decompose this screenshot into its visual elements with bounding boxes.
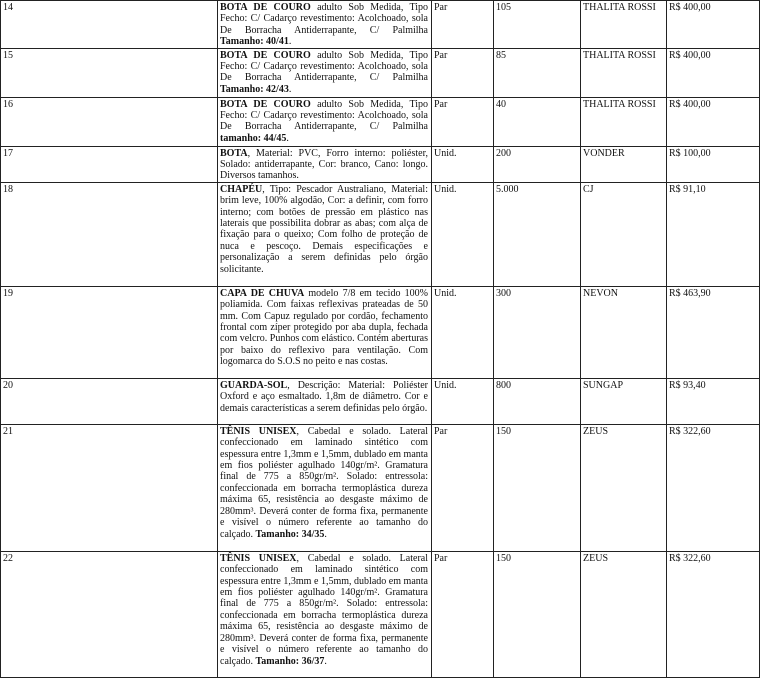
item-price: R$ 400,00 bbox=[667, 1, 760, 49]
item-price: R$ 400,00 bbox=[667, 97, 760, 146]
item-text: , Descrição: Material: Poliéster Oxford e aço esmaltado. 1,8m de diâmetro. Cor e demais características a serem definidas pelo órgão. bbox=[220, 379, 428, 414]
item-text: , Material: PVC, Forro interno: poliéster, Solado: antiderrapante, Cor: branco, Cano: longo. Diversos tamanhos. bbox=[220, 147, 428, 182]
item-name: TÊNIS UNISEX bbox=[220, 425, 297, 437]
item-description bbox=[218, 97, 432, 146]
item-brand: VONDER bbox=[581, 146, 667, 182]
item-description bbox=[218, 286, 432, 378]
item-size: tamanho: 44/45 bbox=[220, 132, 287, 144]
item-tail: . bbox=[288, 83, 292, 95]
item-size: Tamanho: 42/43 bbox=[220, 83, 289, 95]
items-table-body bbox=[1, 1, 760, 678]
item-brand: ZEUS bbox=[581, 551, 667, 677]
table-row bbox=[1, 551, 760, 677]
item-unit: Unid. bbox=[432, 182, 494, 286]
table-row bbox=[1, 1, 760, 49]
item-text: adulto Sob Medida, Tipo Fecho: C/ Cadarço revestimento: Acolchoado, sola De Borracha Antiderrapante, C/ Palmilha bbox=[220, 49, 428, 84]
item-quantity: 105 bbox=[494, 1, 581, 49]
item-brand: CJ bbox=[581, 182, 667, 286]
item-quantity: 5.000 bbox=[494, 182, 581, 286]
item-tail: . bbox=[288, 36, 292, 48]
item-price: R$ 91,10 bbox=[667, 182, 760, 286]
item-description bbox=[218, 1, 432, 49]
table-row bbox=[1, 48, 760, 97]
item-tail: . bbox=[324, 528, 327, 540]
item-unit: Unid. bbox=[432, 286, 494, 378]
item-description bbox=[218, 424, 432, 551]
item-price: R$ 322,60 bbox=[667, 551, 760, 677]
item-price: R$ 322,60 bbox=[667, 424, 760, 551]
item-size: Tamanho: 36/37 bbox=[255, 655, 325, 667]
item-text: adulto Sob Medida, Tipo Fecho: C/ Cadarço revestimento: Acolchoado, sola De Borracha Antiderrapante, C/ Palmilha bbox=[220, 2, 428, 36]
item-description bbox=[218, 182, 432, 286]
item-tail: . bbox=[286, 132, 289, 144]
item-quantity: 300 bbox=[494, 286, 581, 378]
item-size: Tamanho: 34/35 bbox=[255, 528, 325, 540]
item-price: R$ 463,90 bbox=[667, 286, 760, 378]
item-brand: SUNGAP bbox=[581, 378, 667, 424]
item-text: adulto Sob Medida, Tipo Fecho: C/ Cadarço revestimento: Acolchoado, sola De Borracha Antiderrapante, C/ Palmilha bbox=[220, 98, 428, 133]
item-number: 16 bbox=[1, 97, 218, 146]
item-unit: Par bbox=[432, 48, 494, 97]
item-text: , Tipo: Pescador Australiano, Material: brim leve, 100% algodão, Cor: a definir, com forro interno; com botões de pressão em plástico nas laterais que possibilita dobrar as abas; com alça de fixação para o queixo; Com folho de proteção de nuca e pescoço. Demais especificações e personalização a serem definidas pelo órgão solicitante. bbox=[220, 183, 428, 275]
item-number: 20 bbox=[1, 378, 218, 424]
item-unit: Par bbox=[432, 1, 494, 49]
item-number: 22 bbox=[1, 551, 218, 677]
table-row bbox=[1, 97, 760, 146]
item-tail: . bbox=[324, 655, 327, 667]
item-quantity: 150 bbox=[494, 551, 581, 677]
item-brand: THALITA ROSSI bbox=[581, 48, 667, 97]
item-name: TÊNIS UNISEX bbox=[220, 552, 297, 564]
item-brand: THALITA ROSSI bbox=[581, 97, 667, 146]
item-name: GUARDA-SOL bbox=[220, 379, 288, 391]
table-row bbox=[1, 378, 760, 424]
item-quantity: 200 bbox=[494, 146, 581, 182]
item-number: 15 bbox=[1, 48, 218, 97]
item-quantity: 800 bbox=[494, 378, 581, 424]
item-number: 17 bbox=[1, 146, 218, 182]
item-brand: NEVON bbox=[581, 286, 667, 378]
item-quantity: 85 bbox=[494, 48, 581, 97]
item-description bbox=[218, 378, 432, 424]
table-row bbox=[1, 146, 760, 182]
item-name: BOTA DE COURO bbox=[220, 2, 311, 13]
item-name: CHAPÉU bbox=[220, 183, 263, 195]
item-number: 14 bbox=[1, 1, 218, 49]
item-unit: Par bbox=[432, 551, 494, 677]
item-number: 18 bbox=[1, 182, 218, 286]
item-price: R$ 100,00 bbox=[667, 146, 760, 182]
item-text: , Cabedal e solado. Lateral confeccionado em laminado sintético com espessura entre 1,3mm e 1,5mm, dublado em manta em fios poliéster agulhado 140gr/m². Gramatura final de 775 a 850gr/m². Solado: entressola: confeccionada em borracha termoplástica dureza máxima 65, resistência ao desgaste máximo de 280mm³. Deverá conter de forma fixa, permanente e visível o número referente ao tamanho do calçado. bbox=[220, 425, 428, 540]
item-name: BOTA bbox=[220, 147, 248, 159]
item-name: CAPA DE CHUVA bbox=[220, 287, 305, 299]
item-unit: Unid. bbox=[432, 146, 494, 182]
item-description bbox=[218, 146, 432, 182]
item-unit: Par bbox=[432, 424, 494, 551]
item-unit: Par bbox=[432, 97, 494, 146]
item-size: Tamanho: 40/41 bbox=[220, 36, 289, 48]
item-unit: Unid. bbox=[432, 378, 494, 424]
item-description bbox=[218, 48, 432, 97]
item-quantity: 150 bbox=[494, 424, 581, 551]
item-number: 19 bbox=[1, 286, 218, 378]
item-brand: ZEUS bbox=[581, 424, 667, 551]
item-quantity: 40 bbox=[494, 97, 581, 146]
item-price: R$ 400,00 bbox=[667, 48, 760, 97]
item-price: R$ 93,40 bbox=[667, 378, 760, 424]
item-text: modelo 7/8 em tecido 100% poliamida. Com faixas reflexivas prateadas de 50 mm. Com Capuz regulado por cordão, fechamento frontal com zíper protegido por aba dupla, fechada com velcro. Punhos com elástico. Contém aberturas por baixo do reflexivo para ventilação. Com logomarca do S.O.S no peito e nas costas. bbox=[220, 287, 428, 368]
item-text: , Cabedal e solado. Lateral confeccionado em laminado sintético com espessura entre 1,3mm e 1,5mm, dublado em manta em fios poliéster agulhado 140gr/m². Gramatura final de 775 a 850gr/m². Solado: entressola: confeccionada em borracha termoplástica dureza máxima 65, resistência ao desgaste máximo de 280mm³. Deverá conter de forma fixa, permanente e visível o número referente ao tamanho do calçado. bbox=[220, 552, 428, 667]
table-row bbox=[1, 182, 760, 286]
item-brand: THALITA ROSSI bbox=[581, 1, 667, 49]
table-row bbox=[1, 424, 760, 551]
item-name: BOTA DE COURO bbox=[220, 49, 311, 61]
item-name: BOTA DE COURO bbox=[220, 98, 311, 110]
table-row bbox=[1, 286, 760, 378]
item-description bbox=[218, 551, 432, 677]
item-number: 21 bbox=[1, 424, 218, 551]
